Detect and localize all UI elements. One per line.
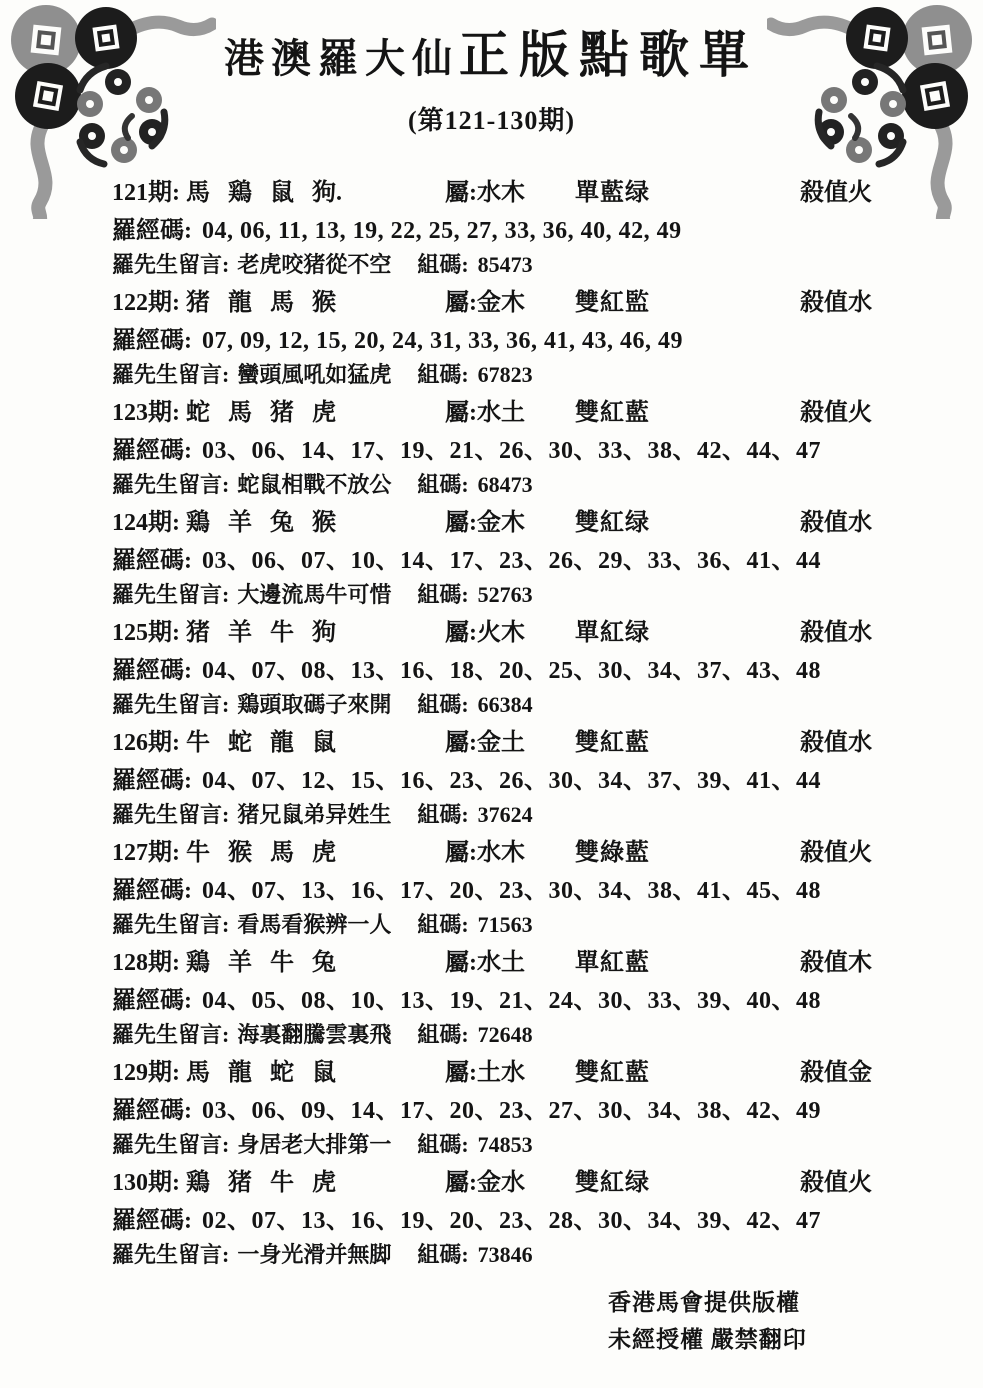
codes-label: 羅經碼: [112,768,192,794]
issue-and-animals [112,502,445,537]
codes-row [112,1090,872,1128]
issue-and-animals [112,1162,445,1197]
kill-value: 殺值金 [800,1060,872,1086]
issue-and-animals [112,172,445,207]
element-group [445,942,575,977]
group-label: 組碼: [417,472,469,497]
element-value: 金木 [477,510,525,536]
codes-values: 07, 09, 12, 15, 20, 24, 31, 33, 36, 41, 43, 46, 49 [202,328,683,354]
color-pick: 雙紅監 [575,290,650,316]
codes-values: 04、07、12、15、16、23、26、30、34、37、39、41、44 [202,768,821,794]
belong-label: 屬: [445,1060,477,1086]
message-row [112,908,872,942]
group-value: 52763 [477,582,533,607]
group-label: 組碼: [417,362,469,387]
element-value: 金土 [477,730,525,756]
page-title [0,28,983,83]
period-header-row [112,1052,872,1090]
element-value: 土水 [477,1060,525,1086]
message-text: 老虎咬猪從不空 [237,252,392,277]
message-label: 羅先生留言: [112,252,230,277]
element-group [445,392,575,427]
period-block [112,502,872,612]
codes-row [112,320,872,358]
message-label: 羅先生留言: [112,1132,230,1157]
group-code [417,1022,532,1047]
issue-colon: : [172,180,180,206]
group-label: 組碼: [417,252,469,277]
message-label: 羅先生留言: [112,1022,230,1047]
period-header-row [112,1162,872,1200]
message-text: 蛇鼠相戰不放公 [237,472,392,497]
kill-value: 殺值火 [800,840,872,866]
period-block [112,1162,872,1272]
group-label: 組碼: [417,582,469,607]
kill-value: 殺值木 [800,950,872,976]
codes-row [112,650,872,688]
issue-and-animals [112,282,445,317]
color-pick: 雙綠藍 [575,840,650,866]
issue-number: 121期 [112,180,172,206]
period-header-row [112,832,872,870]
period-header-row [112,722,872,760]
group-code [417,582,532,607]
group-label: 組碼: [417,802,469,827]
group-code [417,472,532,497]
issue-colon: : [172,950,180,976]
animals-list: 鶏 羊 牛 兔 [186,950,336,976]
group-value: 71563 [477,912,533,937]
group-label: 組碼: [417,1242,469,1267]
issue-number: 129期 [112,1060,172,1086]
codes-label: 羅經碼: [112,1098,192,1124]
kill-value: 殺值水 [800,730,872,756]
issue-number: 128期 [112,950,172,976]
color-pick: 單紅藍 [575,950,650,976]
message-label: 羅先生留言: [112,582,230,607]
issue-and-animals [112,392,445,427]
periods-list [112,172,872,1272]
kill-value: 殺值火 [800,180,872,206]
kill-value: 殺值水 [800,510,872,536]
element-value: 火木 [477,620,525,646]
codes-values: 03、06、14、17、19、21、26、30、33、38、42、44、47 [202,438,821,464]
group-code [417,692,532,717]
issue-colon: : [172,840,180,866]
element-value: 水木 [477,840,525,866]
codes-label: 羅經碼: [112,548,192,574]
animals-list: 牛 蛇 龍 鼠 [186,730,336,756]
message-label: 羅先生留言: [112,472,230,497]
message-text: 大邊流馬牛可惜 [237,582,392,607]
message-label: 羅先生留言: [112,692,230,717]
color-pick: 雙紅藍 [575,1060,650,1086]
belong-label: 屬: [445,1170,477,1196]
period-block [112,392,872,502]
period-block [112,612,872,722]
color-pick: 雙紅绿 [575,1170,650,1196]
codes-values: 04、07、13、16、17、20、23、30、34、38、41、45、48 [202,878,821,904]
issue-and-animals [112,942,445,977]
element-group [445,832,575,867]
group-label: 組碼: [417,1132,469,1157]
issue-number: 124期 [112,510,172,536]
kill-value: 殺值水 [800,290,872,316]
belong-label: 屬: [445,620,477,646]
message-row [112,468,872,502]
belong-label: 屬: [445,950,477,976]
message-label: 羅先生留言: [112,912,230,937]
color-pick: 雙紅绿 [575,510,650,536]
message-row [112,1018,872,1052]
codes-row [112,760,872,798]
codes-values: 04、07、08、13、16、18、20、25、30、34、37、43、48 [202,658,821,684]
issue-and-animals [112,832,445,867]
codes-values: 04, 06, 11, 13, 19, 22, 25, 27, 33, 36, 40, 42, 49 [202,218,682,244]
animals-list: 馬 鶏 鼠 狗. [186,180,342,206]
codes-row [112,980,872,1018]
group-code [417,1132,532,1157]
period-block [112,832,872,942]
issue-number: 130期 [112,1170,172,1196]
group-label: 組碼: [417,692,469,717]
message-text: 猪兄鼠弟异姓生 [237,802,392,827]
group-code [417,802,532,827]
animals-list: 猪 龍 馬 猴 [186,290,336,316]
message-text: 身居老大排第一 [237,1132,392,1157]
message-row [112,688,872,722]
group-value: 37624 [477,802,533,827]
codes-label: 羅經碼: [112,878,192,904]
message-row [112,248,872,282]
codes-values: 02、07、13、16、19、20、23、28、30、34、39、42、47 [202,1208,821,1234]
element-group [445,172,575,207]
codes-label: 羅經碼: [112,658,192,684]
period-header-row [112,612,872,650]
kill-value: 殺值水 [800,620,872,646]
message-text: 海裏翻騰雲裏飛 [237,1022,392,1047]
message-label: 羅先生留言: [112,1242,230,1267]
codes-label: 羅經碼: [112,218,192,244]
period-header-row [112,942,872,980]
period-block [112,172,872,282]
message-row [112,798,872,832]
issue-colon: : [172,1060,180,1086]
period-block [112,282,872,392]
kill-value: 殺值火 [800,400,872,426]
animals-list: 馬 龍 蛇 鼠 [186,1060,336,1086]
message-label: 羅先生留言: [112,802,230,827]
group-code [417,912,532,937]
element-group [445,282,575,317]
issue-number: 126期 [112,730,172,756]
color-pick: 單藍绿 [575,180,650,206]
group-value: 66384 [477,692,533,717]
codes-row [112,870,872,908]
period-block [112,942,872,1052]
codes-row [112,540,872,578]
issue-and-animals [112,1052,445,1087]
animals-list: 鶏 猪 牛 虎 [186,1170,336,1196]
group-code [417,362,532,387]
animals-list: 鶏 羊 兔 猴 [186,510,336,536]
group-value: 67823 [477,362,533,387]
issue-colon: : [172,510,180,536]
message-text: 一身光滑并無脚 [237,1242,392,1267]
codes-row [112,210,872,248]
belong-label: 屬: [445,290,477,316]
element-group [445,1052,575,1087]
issue-number: 122期 [112,290,172,316]
header [0,28,983,137]
codes-label: 羅經碼: [112,988,192,1014]
group-value: 68473 [477,472,533,497]
element-group [445,722,575,757]
animals-list: 猪 羊 牛 狗 [186,620,336,646]
message-text: 看馬看猴辨一人 [237,912,392,937]
codes-label: 羅經碼: [112,438,192,464]
group-code [417,252,532,277]
message-row [112,1238,872,1272]
issue-and-animals [112,722,445,757]
message-label: 羅先生留言: [112,362,230,387]
message-row [112,578,872,612]
codes-values: 03、06、09、14、17、20、23、27、30、34、38、42、49 [202,1098,821,1124]
color-pick: 單紅绿 [575,620,650,646]
period-header-row [112,172,872,210]
group-label: 組碼: [417,1022,469,1047]
issue-number: 123期 [112,400,172,426]
codes-row [112,430,872,468]
issue-colon: : [172,620,180,646]
element-group [445,502,575,537]
title-prefix: 港澳羅大仙 [224,36,459,81]
issue-number: 127期 [112,840,172,866]
codes-label: 羅經碼: [112,328,192,354]
period-header-row [112,282,872,320]
issue-and-animals [112,612,445,647]
codes-label: 羅經碼: [112,1208,192,1234]
color-pick: 雙紅藍 [575,400,650,426]
message-row [112,358,872,392]
element-group [445,612,575,647]
group-code [417,1242,532,1267]
period-block [112,722,872,832]
group-value: 74853 [477,1132,533,1157]
message-row [112,1128,872,1162]
period-header-row [112,392,872,430]
belong-label: 屬: [445,400,477,426]
codes-values: 04、05、08、10、13、19、21、24、30、33、39、40、48 [202,988,821,1014]
belong-label: 屬: [445,840,477,866]
element-group [445,1162,575,1197]
group-value: 72648 [477,1022,533,1047]
belong-label: 屬: [445,730,477,756]
group-label: 組碼: [417,912,469,937]
codes-row [112,1200,872,1238]
animals-list: 牛 猴 馬 虎 [186,840,336,866]
color-pick: 雙紅藍 [575,730,650,756]
footer [608,1284,807,1358]
element-value: 水土 [477,400,525,426]
element-value: 水土 [477,950,525,976]
element-value: 金木 [477,290,525,316]
issue-number: 125期 [112,620,172,646]
group-value: 85473 [477,252,533,277]
issue-colon: : [172,1170,180,1196]
title-main: 正版點歌單 [459,27,759,83]
belong-label: 屬: [445,180,477,206]
message-text: 鶏頭取碼子來開 [237,692,392,717]
page-subtitle: (第121-130期) [408,106,575,135]
element-value: 金水 [477,1170,525,1196]
period-header-row [112,502,872,540]
element-value: 水木 [477,180,525,206]
issue-colon: : [172,730,180,756]
footer-line1: 香港馬會提供版權 [608,1290,800,1315]
issue-colon: : [172,400,180,426]
codes-values: 03、06、07、10、14、17、23、26、29、33、36、41、44 [202,548,821,574]
message-text: 蠻頭風吼如猛虎 [237,362,392,387]
kill-value: 殺值火 [800,1170,872,1196]
issue-colon: : [172,290,180,316]
group-value: 73846 [477,1242,533,1267]
animals-list: 蛇 馬 猪 虎 [186,400,336,426]
footer-line2: 未經授權 嚴禁翻印 [608,1327,807,1352]
period-block [112,1052,872,1162]
belong-label: 屬: [445,510,477,536]
